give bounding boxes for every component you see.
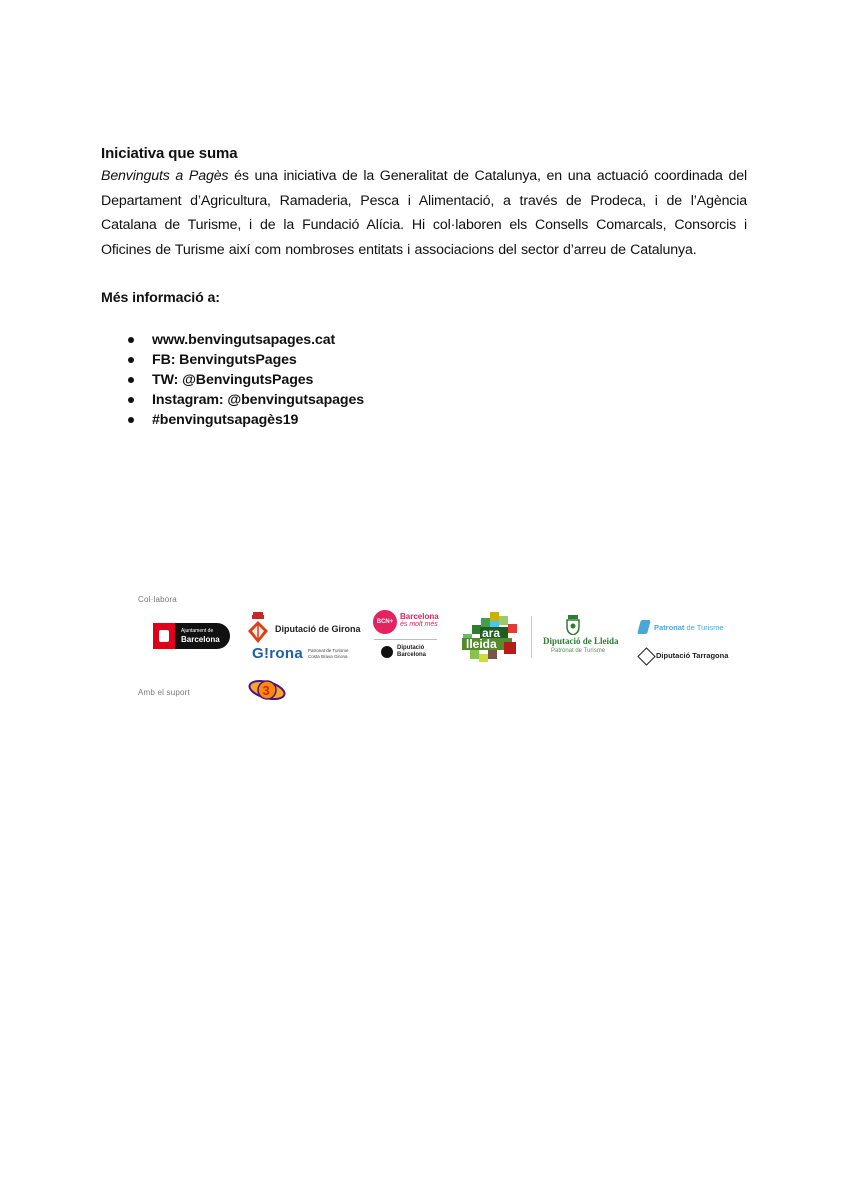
diputacio-lleida-logo: Diputació de Lleida — [543, 636, 619, 646]
lleida-shield-icon — [566, 615, 580, 635]
svg-text:3: 3 — [262, 683, 270, 698]
bullet-icon — [128, 417, 134, 423]
list-item-hashtag[interactable] — [126, 410, 364, 430]
intro-paragraph — [101, 164, 747, 262]
bcn-badge-icon: BCN+ — [373, 610, 397, 634]
diputacio-girona-logo: Diputació de Girona — [275, 624, 361, 634]
link-text[interactable]: TW: @BenvingutsPages — [152, 372, 314, 388]
bullet-icon — [128, 337, 134, 343]
list-item-facebook[interactable] — [126, 350, 364, 370]
logo-text: Barcelona — [397, 652, 427, 658]
tv3-logo-icon — [248, 677, 286, 703]
more-info-list — [126, 330, 364, 430]
ajuntament-barcelona-logo — [153, 623, 230, 649]
logo-text: Barcelona — [181, 635, 220, 644]
bullet-icon — [128, 397, 134, 403]
girona-shield-icon — [248, 612, 268, 644]
logo-text: ara — [482, 626, 501, 640]
tarragona-shield-icon — [637, 647, 655, 665]
logo-text: lleida — [466, 637, 497, 651]
paragraph-body: és una iniciativa de la Generalitat de Catalunya, en una actuació coordinada del Departament d’Agricultura, Ramaderia, Pesca i Alimentació, a través de Prodeca, i de l’Agència Catalana de Turisme, i de la Fundació Alícia. Hi col·laboren els Consells Comarcals, Consorcis i Oficines de Turisme així com nombroses entitats i associacions del sector d’arreu de Catalunya. — [101, 168, 748, 258]
list-item-twitter[interactable] — [126, 370, 364, 390]
support-label: Amb el suport — [138, 688, 190, 697]
girona-subtitle — [308, 648, 349, 660]
section-heading: Iniciativa que suma — [101, 145, 238, 162]
bcn-logo-tagline: és molt més — [400, 621, 438, 628]
barcelona-shield-icon — [159, 630, 169, 642]
more-info-title: Més informació a: — [101, 290, 220, 306]
collabora-label: Col·labora — [138, 595, 177, 604]
girona-logo: G!rona — [252, 645, 303, 662]
barcelona-red-block — [153, 623, 175, 649]
link-text[interactable]: #benvingutsapagès19 — [152, 412, 299, 428]
logo-text: Ajuntament de — [181, 628, 214, 634]
link-text[interactable]: Instagram: @benvingutsapages — [152, 392, 365, 408]
diputacio-barcelona-icon — [381, 646, 393, 658]
logo-text: Patronat — [654, 623, 685, 632]
bullet-icon — [128, 377, 134, 383]
patronat-turisme-icon — [637, 620, 651, 634]
divider — [374, 639, 437, 640]
program-name: Benvinguts a Pagès — [101, 168, 229, 184]
patronat-turisme-logo — [654, 623, 724, 632]
bullet-icon — [128, 357, 134, 363]
logo-text: de Turisme — [684, 623, 724, 632]
divider — [531, 616, 532, 658]
link-text[interactable]: www.benvingutsapages.cat — [152, 332, 336, 348]
link-text[interactable]: FB: BenvingutsPages — [152, 352, 297, 368]
diputacio-tarragona-logo: Diputació Tarragona — [656, 651, 729, 660]
logo-text: Costa Brava Girona — [308, 654, 348, 659]
bcn-logo-title: Barcelona — [400, 612, 439, 621]
diputacio-barcelona-logo — [397, 645, 426, 659]
list-item-website[interactable] — [126, 330, 364, 350]
logo-text: Diputació — [397, 645, 425, 651]
ara-lleida-logo — [460, 612, 520, 662]
list-item-instagram[interactable] — [126, 390, 364, 410]
diputacio-lleida-subtitle: Patronat de Turisme — [551, 648, 606, 654]
logo-text: Patronat de Turisme — [308, 648, 349, 653]
